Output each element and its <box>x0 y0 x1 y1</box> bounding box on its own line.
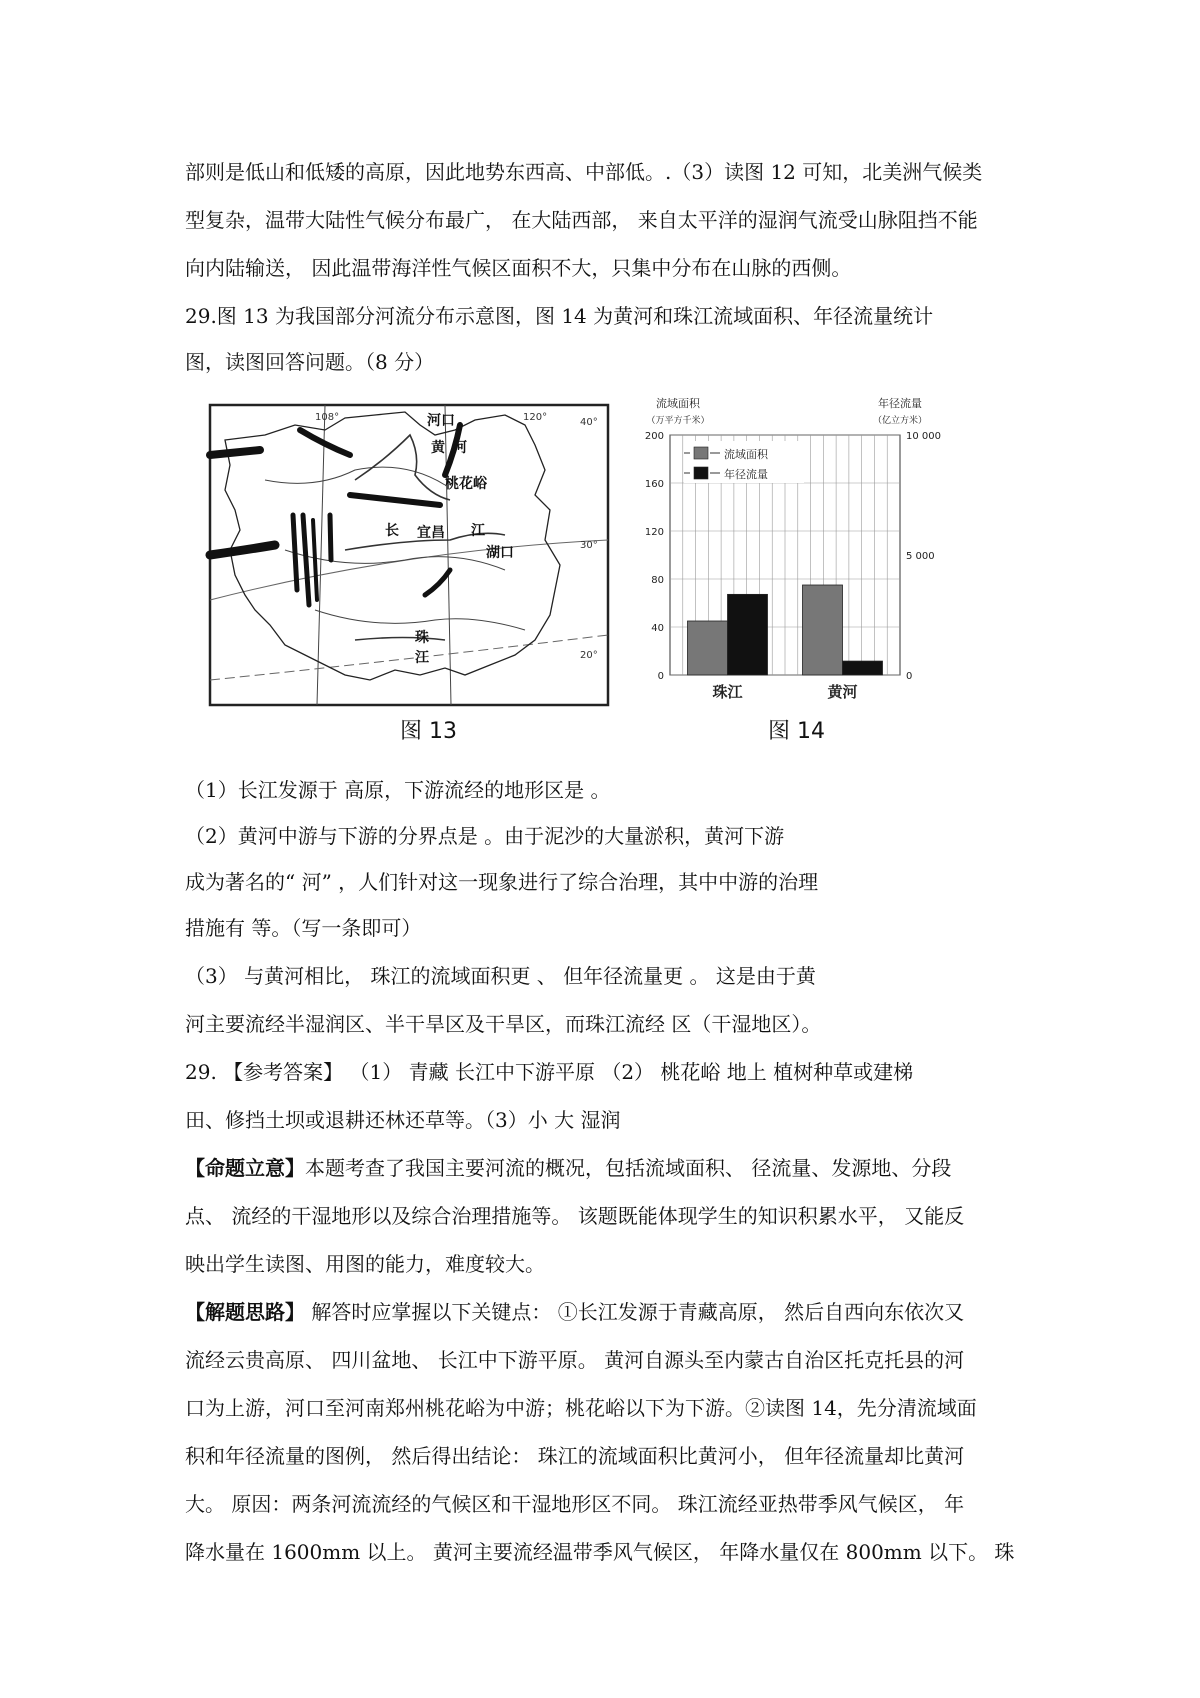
answer-line-2: 田、修挡土坝或退耕还林还草等。（3）小 大 湿润 <box>185 1108 621 1132</box>
intent-heading: 【命题立意】 <box>185 1156 305 1180</box>
bar-年径流量 <box>843 661 883 675</box>
latitude-30-label: 30° <box>580 540 598 551</box>
right-axis-unit: （亿立方米） <box>872 416 928 426</box>
bar-流域面积 <box>803 585 843 675</box>
left-axis-title: 流域面积 <box>656 397 700 410</box>
idea-text: 解答时应掌握以下关键点： ①长江发源于青藏高原， 然后自西向东依次又 <box>305 1300 965 1324</box>
river-map-figure <box>205 400 613 710</box>
question-29-stem: 29.图 13 为我国部分河流分布示意图，图 14 为黄河和珠江流域面积、年径流量统计 <box>185 304 934 328</box>
idea-line: 积和年径流量的图例， 然后得出结论： 珠江的流域面积比黄河小， 但年径流量却比黄河 <box>185 1444 965 1468</box>
longitude-120-label: 120° <box>523 412 548 423</box>
zhujiang-label-1: 珠 <box>415 630 429 646</box>
idea-line: 降水量在 1600mm 以上。 黄河主要流经温带季风气候区， 年降水量仅在 800mm 以下。 珠 <box>185 1540 1015 1564</box>
idea-line: 大。 原因：两条河流流经的气候区和干湿地形区不同。 珠江流经亚热带季风气候区， 年 <box>185 1492 965 1516</box>
changjiang-label-1: 长 <box>385 523 399 539</box>
question-part-1: （1）长江发源于 高原，下游流经的地形区是 。 <box>185 778 611 802</box>
chart-caption: 图 14 <box>768 719 825 744</box>
left-tick-label: 0 <box>657 671 664 682</box>
question-part-2: （2）黄河中游与下游的分界点是 。由于泥沙的大量淤积，黄河下游 <box>185 824 785 848</box>
question-part-3: （3） 与黄河相比， 珠江的流域面积更 、 但年径流量更 。 这是由于黄 <box>185 964 816 988</box>
question-29-stem: 图，读图回答问题。（8 分） <box>185 350 435 374</box>
latitude-20-label: 20° <box>580 650 598 661</box>
idea-heading: 【解题思路】 <box>185 1300 305 1324</box>
idea-line-1 <box>185 1298 964 1326</box>
question-part-2-cont: 成为著名的“ 河” ，人们针对这一现象进行了综合治理，其中中游的治理 <box>185 870 819 894</box>
bar-流域面积 <box>688 621 728 675</box>
right-tick-label: 10 000 <box>906 431 941 442</box>
hekou-label: 河口 <box>427 413 455 429</box>
river-map <box>205 400 613 710</box>
paragraph-line: 型复杂，温带大陆性气候分布最广， 在大陆西部， 来自太平洋的湿润气流受山脉阻挡不能 <box>185 208 978 232</box>
longitude-108-label: 108° <box>315 412 340 423</box>
left-tick-label: 40 <box>651 623 664 634</box>
legend-swatch <box>694 447 708 459</box>
paragraph-line: 向内陆输送， 因此温带海洋性气候区面积不大，只集中分布在山脉的西侧。 <box>185 256 852 280</box>
right-axis-title: 年径流量 <box>878 397 922 410</box>
left-axis-unit: （万平方千米） <box>646 416 710 426</box>
map-caption: 图 13 <box>400 719 457 744</box>
latitude-40-label: 40° <box>580 417 598 428</box>
right-tick-label: 0 <box>906 671 913 682</box>
changjiang-label-2: 江 <box>471 523 485 539</box>
answer-line-1: 29. 【参考答案】 （1） 青藏 长江中下游平原 （2） 桃花峪 地上 植树种草或建梯 <box>185 1060 914 1084</box>
left-tick-label: 160 <box>644 479 664 490</box>
question-part-3-cont: 河主要流经半湿润区、半干旱区及干旱区，而珠江流经 区（干湿地区）。 <box>185 1012 822 1036</box>
bar-chart-figure <box>630 395 960 715</box>
right-tick-label: 5 000 <box>906 551 935 562</box>
left-tick-label: 120 <box>644 527 664 538</box>
zhujiang-label-2: 江 <box>415 650 429 666</box>
taohuayu-label: 桃花峪 <box>445 476 487 492</box>
intent-line-3: 映出学生读图、用图的能力，难度较大。 <box>185 1252 545 1276</box>
legend-label: 年径流量 <box>724 468 768 481</box>
huanghe-label-2: 河 <box>453 440 467 456</box>
intent-text: 本题考查了我国主要河流的概况，包括流域面积、 径流量、发源地、分段 <box>305 1156 952 1180</box>
idea-line: 口为上游，河口至河南郑州桃花峪为中游；桃花峪以下为下游。②读图 14，先分清流域面 <box>185 1396 977 1420</box>
idea-line: 流经云贵高原、 四川盆地、 长江中下游平原。 黄河自源头至内蒙古自治区托克托县的河 <box>185 1348 965 1372</box>
intent-line-2: 点、 流经的干湿地形以及综合治理措施等。 该题既能体现学生的知识积累水平， 又能反 <box>185 1204 965 1228</box>
yichang-label: 宜昌 <box>417 525 445 541</box>
left-tick-label: 80 <box>651 575 664 586</box>
paragraph-line: 部则是低山和低矮的高原，因此地势东西高、中部低。.（3）读图 12 可知，北美洲气候类 <box>185 160 983 184</box>
category-label: 珠江 <box>712 683 743 701</box>
category-label: 黄河 <box>827 683 858 701</box>
bar-年径流量 <box>728 594 768 675</box>
bar-chart <box>630 395 960 715</box>
left-tick-label: 200 <box>644 431 664 442</box>
legend-label: 流域面积 <box>724 448 768 461</box>
legend-swatch <box>694 467 708 479</box>
question-part-2-cont: 措施有 等。（写一条即可） <box>185 916 422 940</box>
hukou-label: 湖口 <box>486 545 514 561</box>
intent-line-1 <box>185 1154 951 1182</box>
huanghe-label-1: 黄 <box>431 440 445 456</box>
